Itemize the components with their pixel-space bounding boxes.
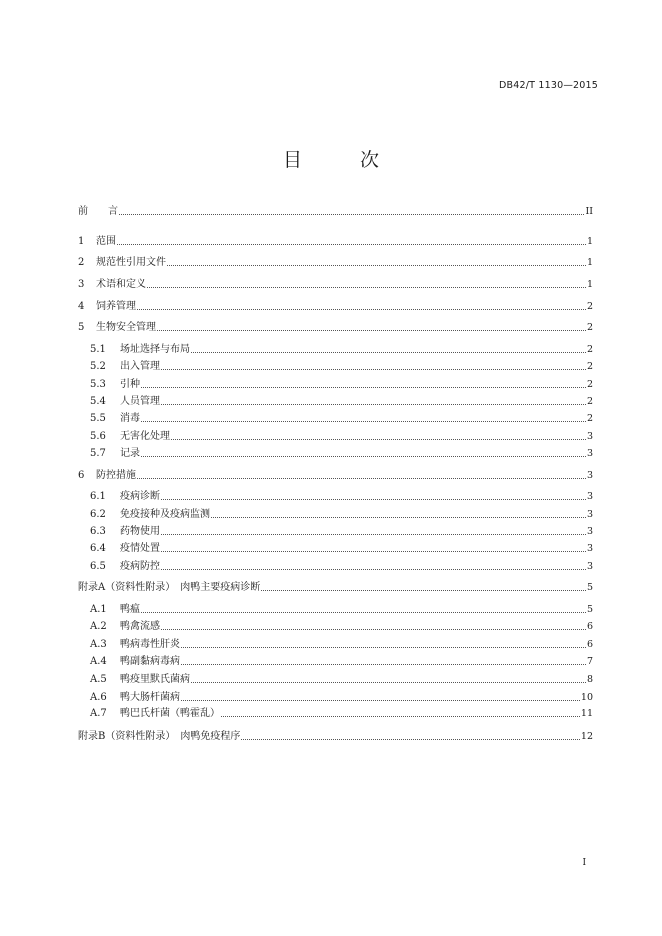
document-code: DB42/T 1130—2015 bbox=[499, 80, 598, 91]
toc-leader-dots bbox=[161, 569, 586, 570]
toc-entry[interactable] bbox=[90, 637, 593, 651]
toc-entry-number: 6.2 bbox=[90, 509, 106, 520]
toc-entry-number: 5.4 bbox=[90, 396, 106, 407]
toc-entry-number: 6.3 bbox=[90, 526, 106, 537]
toc-entry[interactable] bbox=[78, 255, 593, 269]
toc-entry-label: 鸭瘟 bbox=[120, 604, 140, 615]
toc-entry-number: A.1 bbox=[90, 604, 107, 615]
toc-entry-page: 3 bbox=[586, 543, 593, 554]
toc-entry-number: A.6 bbox=[90, 692, 107, 703]
toc-entry-number: 1 bbox=[78, 236, 85, 247]
toc-entry-label: 出入管理 bbox=[120, 361, 160, 372]
toc-entry-label: 前 言 bbox=[78, 206, 118, 217]
toc-entry-label: 鸭禽流感 bbox=[120, 621, 160, 632]
toc-leader-dots bbox=[167, 265, 586, 266]
toc-entry-label: 鸭病毒性肝炎 bbox=[120, 639, 180, 650]
toc-entry-label: 规范性引用文件 bbox=[96, 257, 166, 268]
toc-entry[interactable] bbox=[78, 320, 593, 334]
toc-entry[interactable] bbox=[78, 277, 593, 291]
toc-entry[interactable] bbox=[78, 580, 593, 594]
toc-entry[interactable] bbox=[90, 619, 593, 633]
toc-entry-number: 5.3 bbox=[90, 379, 106, 390]
toc-entry-page: 1 bbox=[586, 279, 593, 290]
toc-entry-page: 12 bbox=[580, 731, 593, 742]
toc-entry-label: 鸭巴氏杆菌（鸭霍乱） bbox=[120, 708, 220, 719]
toc-entry-label: 消毒 bbox=[120, 413, 140, 424]
toc-entry-label: 饲养管理 bbox=[96, 301, 136, 312]
toc-entry-label: 场址选择与布局 bbox=[120, 344, 190, 355]
toc-entry-number: A.5 bbox=[90, 674, 107, 685]
toc-entry-number: 6 bbox=[78, 470, 85, 481]
toc-entry-page: 6 bbox=[586, 621, 593, 632]
toc-entry-label: 防控措施 bbox=[96, 470, 136, 481]
toc-entry-number: A.2 bbox=[90, 621, 107, 632]
toc-entry-page: 5 bbox=[586, 604, 593, 615]
toc-leader-dots bbox=[141, 612, 586, 613]
toc-entry-page: 2 bbox=[586, 344, 593, 355]
toc-entry-number: 5.1 bbox=[90, 344, 106, 355]
toc-leader-dots bbox=[161, 404, 586, 405]
toc-leader-dots bbox=[261, 590, 586, 591]
toc-entry[interactable] bbox=[78, 729, 593, 743]
toc-entry-label: 范围 bbox=[96, 236, 116, 247]
toc-leader-dots bbox=[241, 739, 580, 740]
toc-entry-number: 5.2 bbox=[90, 361, 106, 372]
toc-entry-page: 2 bbox=[586, 413, 593, 424]
toc-leader-dots bbox=[181, 664, 586, 665]
toc-entry-label: 记录 bbox=[120, 448, 140, 459]
toc-entry-label: 无害化处理 bbox=[120, 431, 170, 442]
toc-entry-page: 5 bbox=[586, 582, 593, 593]
toc-entry[interactable] bbox=[90, 602, 593, 616]
toc-entry-number: 6.4 bbox=[90, 543, 106, 554]
toc-entry[interactable] bbox=[90, 394, 593, 408]
toc-entry-label: 附录B（资料性附录） 肉鸭免疫程序 bbox=[78, 731, 241, 742]
toc-entry-label: 人员管理 bbox=[120, 396, 160, 407]
toc-entry[interactable] bbox=[90, 489, 593, 503]
toc-entry-page: 3 bbox=[586, 526, 593, 537]
toc-entry-page: 8 bbox=[586, 674, 593, 685]
toc-entry-page: 3 bbox=[586, 448, 593, 459]
toc-entry-number: 4 bbox=[78, 301, 85, 312]
toc-leader-dots bbox=[191, 352, 586, 353]
toc-leader-dots bbox=[171, 439, 586, 440]
page-title: 目 次 bbox=[282, 149, 406, 171]
toc-entry-page: 2 bbox=[586, 361, 593, 372]
toc-leader-dots bbox=[141, 456, 586, 457]
toc-entry-page: 11 bbox=[580, 708, 593, 719]
toc-entry[interactable] bbox=[90, 706, 593, 720]
toc-entry[interactable] bbox=[90, 359, 593, 373]
toc-entry-number: 5.6 bbox=[90, 431, 106, 442]
toc-entry-label: 免疫接种及疫病监测 bbox=[120, 509, 210, 520]
toc-entry-page: 7 bbox=[586, 656, 593, 667]
toc-entry-page: 3 bbox=[586, 431, 593, 442]
toc-entry[interactable] bbox=[78, 234, 593, 248]
toc-entry-number: 3 bbox=[78, 279, 85, 290]
toc-entry-number: 6.1 bbox=[90, 491, 106, 502]
toc-entry[interactable] bbox=[90, 411, 593, 425]
toc-entry-number: A.3 bbox=[90, 639, 107, 650]
toc-leader-dots bbox=[141, 421, 586, 422]
toc-entry-page: 2 bbox=[586, 396, 593, 407]
toc-entry-page: 2 bbox=[586, 301, 593, 312]
toc-entry[interactable] bbox=[90, 342, 593, 356]
toc-leader-dots bbox=[161, 629, 586, 630]
toc-leader-dots bbox=[181, 700, 580, 701]
toc-entry-page: 10 bbox=[580, 692, 593, 703]
toc-entry[interactable] bbox=[90, 541, 593, 555]
toc-leader-dots bbox=[137, 478, 586, 479]
toc-entry[interactable] bbox=[90, 672, 593, 686]
toc-entry-page: 3 bbox=[586, 561, 593, 572]
toc-entry-page: 1 bbox=[586, 257, 593, 268]
toc-entry-label: 鸭疫里默氏菌病 bbox=[120, 674, 190, 685]
toc-entry-label: 术语和定义 bbox=[96, 279, 146, 290]
toc-leader-dots bbox=[161, 534, 586, 535]
toc-entry[interactable] bbox=[90, 507, 593, 521]
toc-entry[interactable] bbox=[90, 690, 593, 704]
toc-entry-page: 3 bbox=[586, 491, 593, 502]
toc-entry-page: 2 bbox=[586, 322, 593, 333]
toc-entry-page: 6 bbox=[586, 639, 593, 650]
toc-entry-number: 5 bbox=[78, 322, 85, 333]
toc-leader-dots bbox=[161, 551, 586, 552]
toc-leader-dots bbox=[157, 330, 586, 331]
toc-leader-dots bbox=[161, 369, 586, 370]
toc-entry-label: 疫情处置 bbox=[120, 543, 160, 554]
toc-leader-dots bbox=[137, 309, 586, 310]
toc-leader-dots bbox=[147, 287, 586, 288]
toc-entry-number: 6.5 bbox=[90, 561, 106, 572]
toc-entry-page: 2 bbox=[586, 379, 593, 390]
toc-entry-number: 5.7 bbox=[90, 448, 106, 459]
toc-entry[interactable] bbox=[90, 446, 593, 460]
toc-leader-dots bbox=[211, 517, 586, 518]
toc-entry[interactable] bbox=[90, 524, 593, 538]
toc-leader-dots bbox=[141, 387, 586, 388]
toc-leader-dots bbox=[161, 499, 586, 500]
toc-entry[interactable] bbox=[90, 377, 593, 391]
toc-entry-label: 药物使用 bbox=[120, 526, 160, 537]
toc-entry[interactable] bbox=[90, 429, 593, 443]
toc-entry-page: II bbox=[585, 206, 593, 217]
toc-entry-page: 3 bbox=[586, 509, 593, 520]
toc-entry-number: 2 bbox=[78, 257, 85, 268]
toc-entry-page: 1 bbox=[586, 236, 593, 247]
toc-entry-label: 附录A（资料性附录） 肉鸭主要疫病诊断 bbox=[78, 582, 261, 593]
toc-entry-number: A.4 bbox=[90, 656, 107, 667]
toc-leader-dots bbox=[181, 647, 586, 648]
toc-leader-dots bbox=[117, 244, 586, 245]
toc-entry-label: 疫病防控 bbox=[120, 561, 160, 572]
toc-entry-label: 生物安全管理 bbox=[96, 322, 156, 333]
toc-entry[interactable] bbox=[78, 299, 593, 313]
toc-entry-number: 5.5 bbox=[90, 413, 106, 424]
toc-entry-number: A.7 bbox=[90, 708, 107, 719]
toc-entry-label: 鸭大肠杆菌病 bbox=[120, 692, 180, 703]
toc-entry[interactable] bbox=[78, 468, 593, 482]
toc-entry-label: 鸭副黏病毒病 bbox=[120, 656, 180, 667]
toc-leader-dots bbox=[119, 214, 584, 215]
toc-entry-label: 疫病诊断 bbox=[120, 491, 160, 502]
toc-entry[interactable] bbox=[90, 654, 593, 668]
toc-entry[interactable] bbox=[78, 204, 593, 218]
toc-entry[interactable] bbox=[90, 559, 593, 573]
toc-leader-dots bbox=[221, 716, 580, 717]
toc-entry-page: 3 bbox=[586, 470, 593, 481]
toc-leader-dots bbox=[191, 682, 586, 683]
page-number: I bbox=[582, 858, 586, 868]
toc-entry-label: 引种 bbox=[120, 379, 140, 390]
